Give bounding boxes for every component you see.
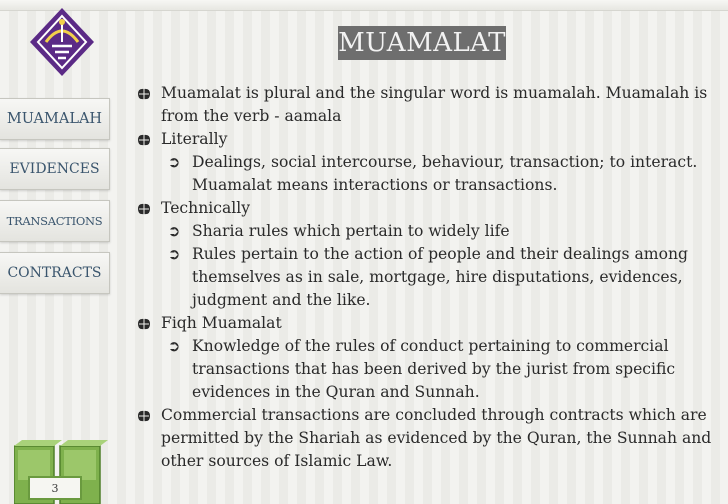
slide-content: [136, 82, 721, 473]
bullet-technically-text: Technically: [161, 199, 251, 217]
bullet-fiqh-muamalat-text: Fiqh Muamalat: [161, 314, 282, 332]
nav-evidences[interactable]: [0, 148, 110, 190]
slide-number: [28, 476, 82, 500]
sub-bullet-dealings: [136, 151, 721, 197]
bullet-literally-text: Literally: [161, 130, 228, 148]
arrow-bullet-icon: ➲: [167, 153, 181, 171]
nav-evidences-label: EVIDENCES: [9, 161, 100, 177]
nav-transactions-label: TRANSACTIONS: [6, 214, 103, 228]
bullet-definition: [136, 82, 721, 128]
sub-bullet-rules-pertain-text: Rules pertain to the action of people and their dealings among themselves as in sale, mortgage, hire disputations, evidences, judgment and the like.: [192, 245, 689, 309]
nav-muamalah-label: MUAMALAH: [6, 111, 103, 127]
sub-bullet-knowledge-text: Knowledge of the rules of conduct pertaining to commercial transactions that has been derived by the jurist from specific evidences in the Quran and Sunnah.: [192, 337, 676, 401]
university-logo-icon: [22, 2, 102, 82]
slide-number-text: 3: [51, 481, 59, 495]
fleuron-bullet-icon: [136, 317, 152, 331]
arrow-bullet-icon: ➲: [167, 337, 181, 355]
bullet-fiqh-muamalat: [136, 312, 721, 335]
sub-bullet-rules-pertain: [136, 243, 721, 312]
bullet-commercial-transactions: [136, 404, 721, 473]
nav-contracts[interactable]: [0, 252, 110, 294]
fleuron-bullet-icon: [136, 87, 152, 101]
bullet-definition-text: Muamalat is plural and the singular word is muamalah. Muamalah is from the verb - aamala: [161, 84, 708, 125]
nav-transactions[interactable]: [0, 200, 110, 242]
fleuron-bullet-icon: [136, 409, 152, 423]
bullet-literally: [136, 128, 721, 151]
nav-contracts-label: CONTRACTS: [7, 265, 102, 281]
bullet-commercial-transactions-text: Commercial transactions are concluded through contracts which are permitted by the Shariah as evidenced by the Quran, the Sunnah and other sources of Islamic Law.: [161, 406, 712, 470]
slide-title-text: MUAMALAT: [338, 28, 506, 58]
nav-muamalah[interactable]: [0, 98, 110, 140]
arrow-bullet-icon: ➲: [167, 222, 181, 240]
fleuron-bullet-icon: [136, 202, 152, 216]
arrow-bullet-icon: ➲: [167, 245, 181, 263]
sub-bullet-sharia-rules-text: Sharia rules which pertain to widely life: [192, 222, 510, 240]
bullet-technically: [136, 197, 721, 220]
slide-title: [338, 26, 506, 60]
sub-bullet-knowledge: [136, 335, 721, 404]
sub-bullet-dealings-text: Dealings, social intercourse, behaviour, transaction; to interact. Muamalat means interactions or transactions.: [192, 153, 698, 194]
sub-bullet-sharia-rules: [136, 220, 721, 243]
sidebar: [0, 0, 110, 504]
fleuron-bullet-icon: [136, 133, 152, 147]
